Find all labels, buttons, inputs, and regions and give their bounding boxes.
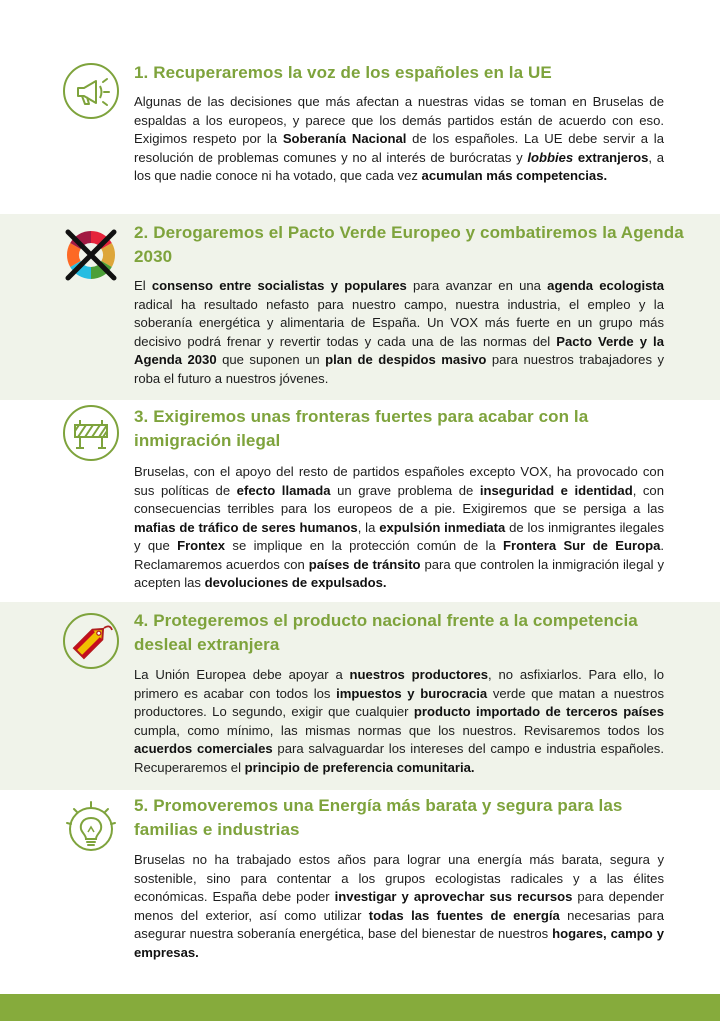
- body-text: de los inmigrantes ilegales y que: [134, 519, 665, 553]
- section-title: 3. Exigiremos unas fronteras fuertes para acabar con la inmigración ilegal: [134, 407, 589, 450]
- body-text: para nuestros trabajadores y roba el futuro a nuestros jóvenes.: [134, 352, 665, 386]
- price-tag-icon: [62, 612, 120, 670]
- emphasis-text: expulsión inmediata: [379, 519, 506, 535]
- body-text: se implique en la protección común de la: [225, 538, 503, 553]
- body-text: El: [134, 278, 152, 293]
- footer-bar: [0, 994, 720, 1021]
- section-body: [134, 277, 664, 388]
- emphasis-text: Soberanía Nacional: [282, 131, 407, 146]
- barrier-icon: [62, 404, 120, 462]
- emphasis-text: Frontex: [177, 538, 226, 553]
- crossed-agenda-2030-icon: [62, 226, 120, 284]
- emphasis-text: producto importado de terceros países: [413, 704, 664, 719]
- emphasis-text: consenso entre socialistas y populares: [151, 278, 407, 293]
- section-title: 4. Protegeremos el producto nacional frente a la competencia desleal extranjera: [134, 611, 638, 654]
- body-text: verde que matan a nuestros productores. Lo segundo, exigir que cualquier: [134, 685, 664, 719]
- body-text: para depender menos del exterior, así como utilizar: [134, 889, 664, 923]
- section-title: 1. Recuperaremos la voz de los españoles en la UE: [134, 63, 552, 82]
- body-text: . Reclamaremos acuerdos con: [134, 538, 664, 572]
- section-title: 2. Derogaremos el Pacto Verde Europeo y combatiremos la Agenda 2030: [134, 223, 684, 266]
- body-text: , con consecuencias terribles para los europeos de a pie. Exigiremos que se persiga a las: [134, 482, 665, 516]
- section-body: [134, 851, 664, 962]
- emphasis-text: impuestos y burocracia: [336, 685, 488, 701]
- body-text: Bruselas, con el apoyo del resto de partidos españoles excepto VOX, ha provocado con sus políticas de: [134, 464, 664, 498]
- emphasis-text: hogares, campo y empresas.: [134, 926, 664, 960]
- emphasis-text: investigar y aprovechar sus recursos: [334, 889, 573, 904]
- body-text: que suponen un: [216, 352, 326, 367]
- body-text: radical ha resultado nefasto para nuestro campo, nuestra industria, el empleo y la soberanía energética y alimentaria de España. Un VOX más fuerte en un grupo más decisivo podrá frenar y revertir todas y cada una de las normas del: [134, 296, 664, 349]
- emphasis-text: acumulan más competencias.: [421, 168, 608, 183]
- section-body: [134, 666, 664, 777]
- body-text: cumpla, como mínimo, las mismas normas que los nuestros. Revisaremos todos los: [134, 722, 664, 738]
- light-bulb-icon: [62, 798, 120, 856]
- body-text: un grave problema de: [330, 482, 480, 498]
- body-text: , no asfixiarlos. Para ello, lo primero es acabar con todos los: [134, 667, 664, 701]
- megaphone-icon: [62, 62, 120, 120]
- emphasis-text: Frontera Sur de Europa: [503, 538, 661, 553]
- emphasis-text: inseguridad e identidad: [479, 482, 633, 498]
- emphasis-text: Pacto Verde y la Agenda 2030: [134, 333, 664, 367]
- section-body: [134, 93, 664, 186]
- section-title: 5. Promoveremos una Energía más barata y segura para las familias e industrias: [134, 796, 623, 839]
- emphasis-text: nuestros productores: [349, 667, 489, 682]
- body-text: Algunas de las decisiones que más afectan a nuestras vidas se toman en Bruselas de espaldas a los europeos, y parece que los demás partidos están de acuerdo con eso. Exigimos respeto por la: [134, 94, 664, 146]
- body-text: para salvaguardar los intereses del campo e industria españoles. Recuperaremos el: [134, 741, 664, 775]
- body-text: para que controlen la inmigración ilegal y acepten las: [134, 556, 664, 590]
- emphasis-text: extranjeros: [577, 149, 649, 165]
- section-body: [134, 463, 664, 593]
- emphasis-text: devoluciones de expulsados.: [204, 575, 387, 590]
- emphasis-text: países de tránsito: [308, 556, 421, 572]
- body-text: , la: [357, 519, 380, 535]
- body-text: para avanzar en una: [406, 278, 548, 293]
- emphasis-text: principio de preferencia comunitaria.: [244, 759, 475, 775]
- emphasis-text: efecto llamada: [236, 482, 331, 498]
- emphasis-text: todas las fuentes de energía: [368, 907, 560, 923]
- body-text: necesarias para asegurar nuestra soberanía energética, base del bienestar de nuestros: [134, 907, 664, 941]
- body-text: , a los que nadie conoce ni ha votado, que cada vez: [134, 149, 664, 183]
- body-text: de los españoles. La UE debe servir a la resolución de problemas comunes y no al interés de burócratas y: [134, 131, 664, 165]
- emphasis-text: lobbies: [527, 149, 574, 165]
- body-text: Bruselas no ha trabajado estos años para lograr una energía más barata, segura y sostenible, sino para contentar a los grupos ecologistas radicales y a las élites económicas. España debe poder: [134, 852, 664, 904]
- body-text: La Unión Europea debe apoyar a: [134, 667, 350, 682]
- emphasis-text: agenda ecologista: [547, 278, 665, 293]
- emphasis-text: acuerdos comerciales: [134, 741, 273, 756]
- emphasis-text: mafias de tráfico de seres humanos: [134, 519, 358, 535]
- emphasis-text: plan de despidos masivo: [325, 352, 487, 367]
